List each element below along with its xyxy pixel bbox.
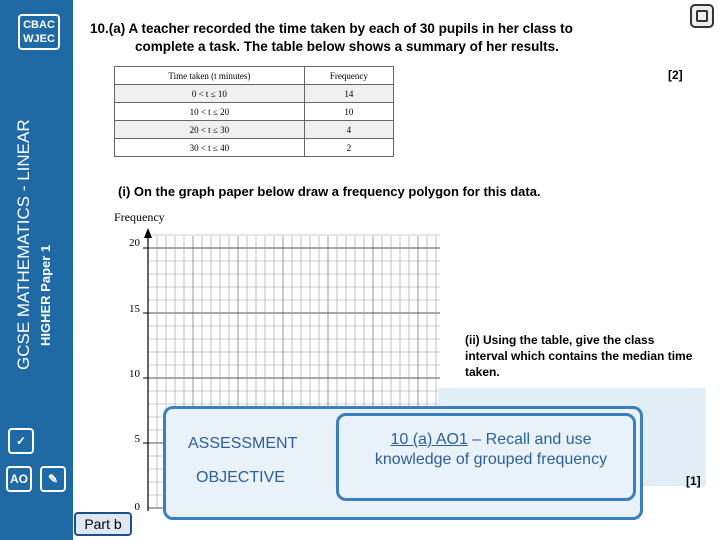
y-tick-15: 15	[129, 303, 140, 315]
logo-line2: WJEC	[23, 33, 55, 45]
cell-frequency: 14	[304, 85, 393, 103]
part-i-instruction: (i) On the graph paper below draw a frequency polygon for this data.	[118, 184, 541, 199]
table-row	[115, 121, 394, 139]
ao-description: – Recall and use knowledge of grouped frequency	[374, 431, 608, 468]
header-frequency: Frequency	[304, 67, 393, 85]
cell-interval: 20 < t ≤ 30	[115, 121, 305, 139]
part-ii-instruction: (ii) Using the table, give the class interval which contains the median time taken.	[465, 333, 693, 379]
question-line1: 10.(a) A teacher recorded the time taken by each of 30 pupils in her class to	[90, 21, 573, 36]
ao-icon[interactable]: AO	[6, 466, 32, 492]
y-axis-label: Frequency	[114, 210, 165, 224]
cell-interval: 10 < t ≤ 20	[115, 103, 305, 121]
logo-line1: CBAC	[23, 19, 55, 31]
assessment-detail-box	[336, 413, 636, 501]
y-axis-arrow	[144, 228, 152, 238]
mark-scheme-icon[interactable]: ✎	[40, 466, 66, 492]
header-time: Time taken (t minutes)	[115, 67, 305, 85]
cell-interval: 0 < t ≤ 10	[115, 85, 305, 103]
table-row	[115, 85, 394, 103]
table-header-row	[115, 67, 394, 85]
assessment-objective-box	[163, 406, 643, 520]
course-title: GCSE MATHEMATICS - LINEAR	[14, 119, 33, 370]
cell-interval: 30 < t ≤ 40	[115, 139, 305, 157]
table-row	[115, 103, 394, 121]
marks-bottom: [1]	[686, 474, 701, 488]
part-b-button[interactable]: Part b	[74, 512, 132, 536]
assessment-text	[351, 430, 631, 470]
y-tick-0: 0	[134, 501, 140, 513]
assessment-title: ASSESSMENT	[188, 435, 298, 452]
cell-frequency: 2	[304, 139, 393, 157]
sidebar	[0, 0, 73, 540]
home-icon[interactable]	[690, 4, 714, 28]
tick-icon[interactable]: ✓	[8, 428, 34, 454]
question-line2: complete a task. The table below shows a summary of her results.	[135, 39, 559, 54]
ao-link[interactable]: 10 (a) AO1	[390, 431, 468, 448]
y-tick-5: 5	[134, 433, 140, 445]
wjec-logo	[18, 14, 60, 50]
cell-frequency: 10	[304, 103, 393, 121]
frequency-table	[114, 66, 394, 157]
marks-top: [2]	[668, 68, 683, 82]
paper-title: HIGHER Paper 1	[38, 244, 53, 346]
assessment-subtitle: OBJECTIVE	[196, 469, 285, 486]
question-text	[90, 20, 610, 56]
y-tick-20: 20	[129, 237, 140, 249]
cell-frequency: 4	[304, 121, 393, 139]
y-tick-10: 10	[129, 368, 140, 380]
table-row	[115, 139, 394, 157]
